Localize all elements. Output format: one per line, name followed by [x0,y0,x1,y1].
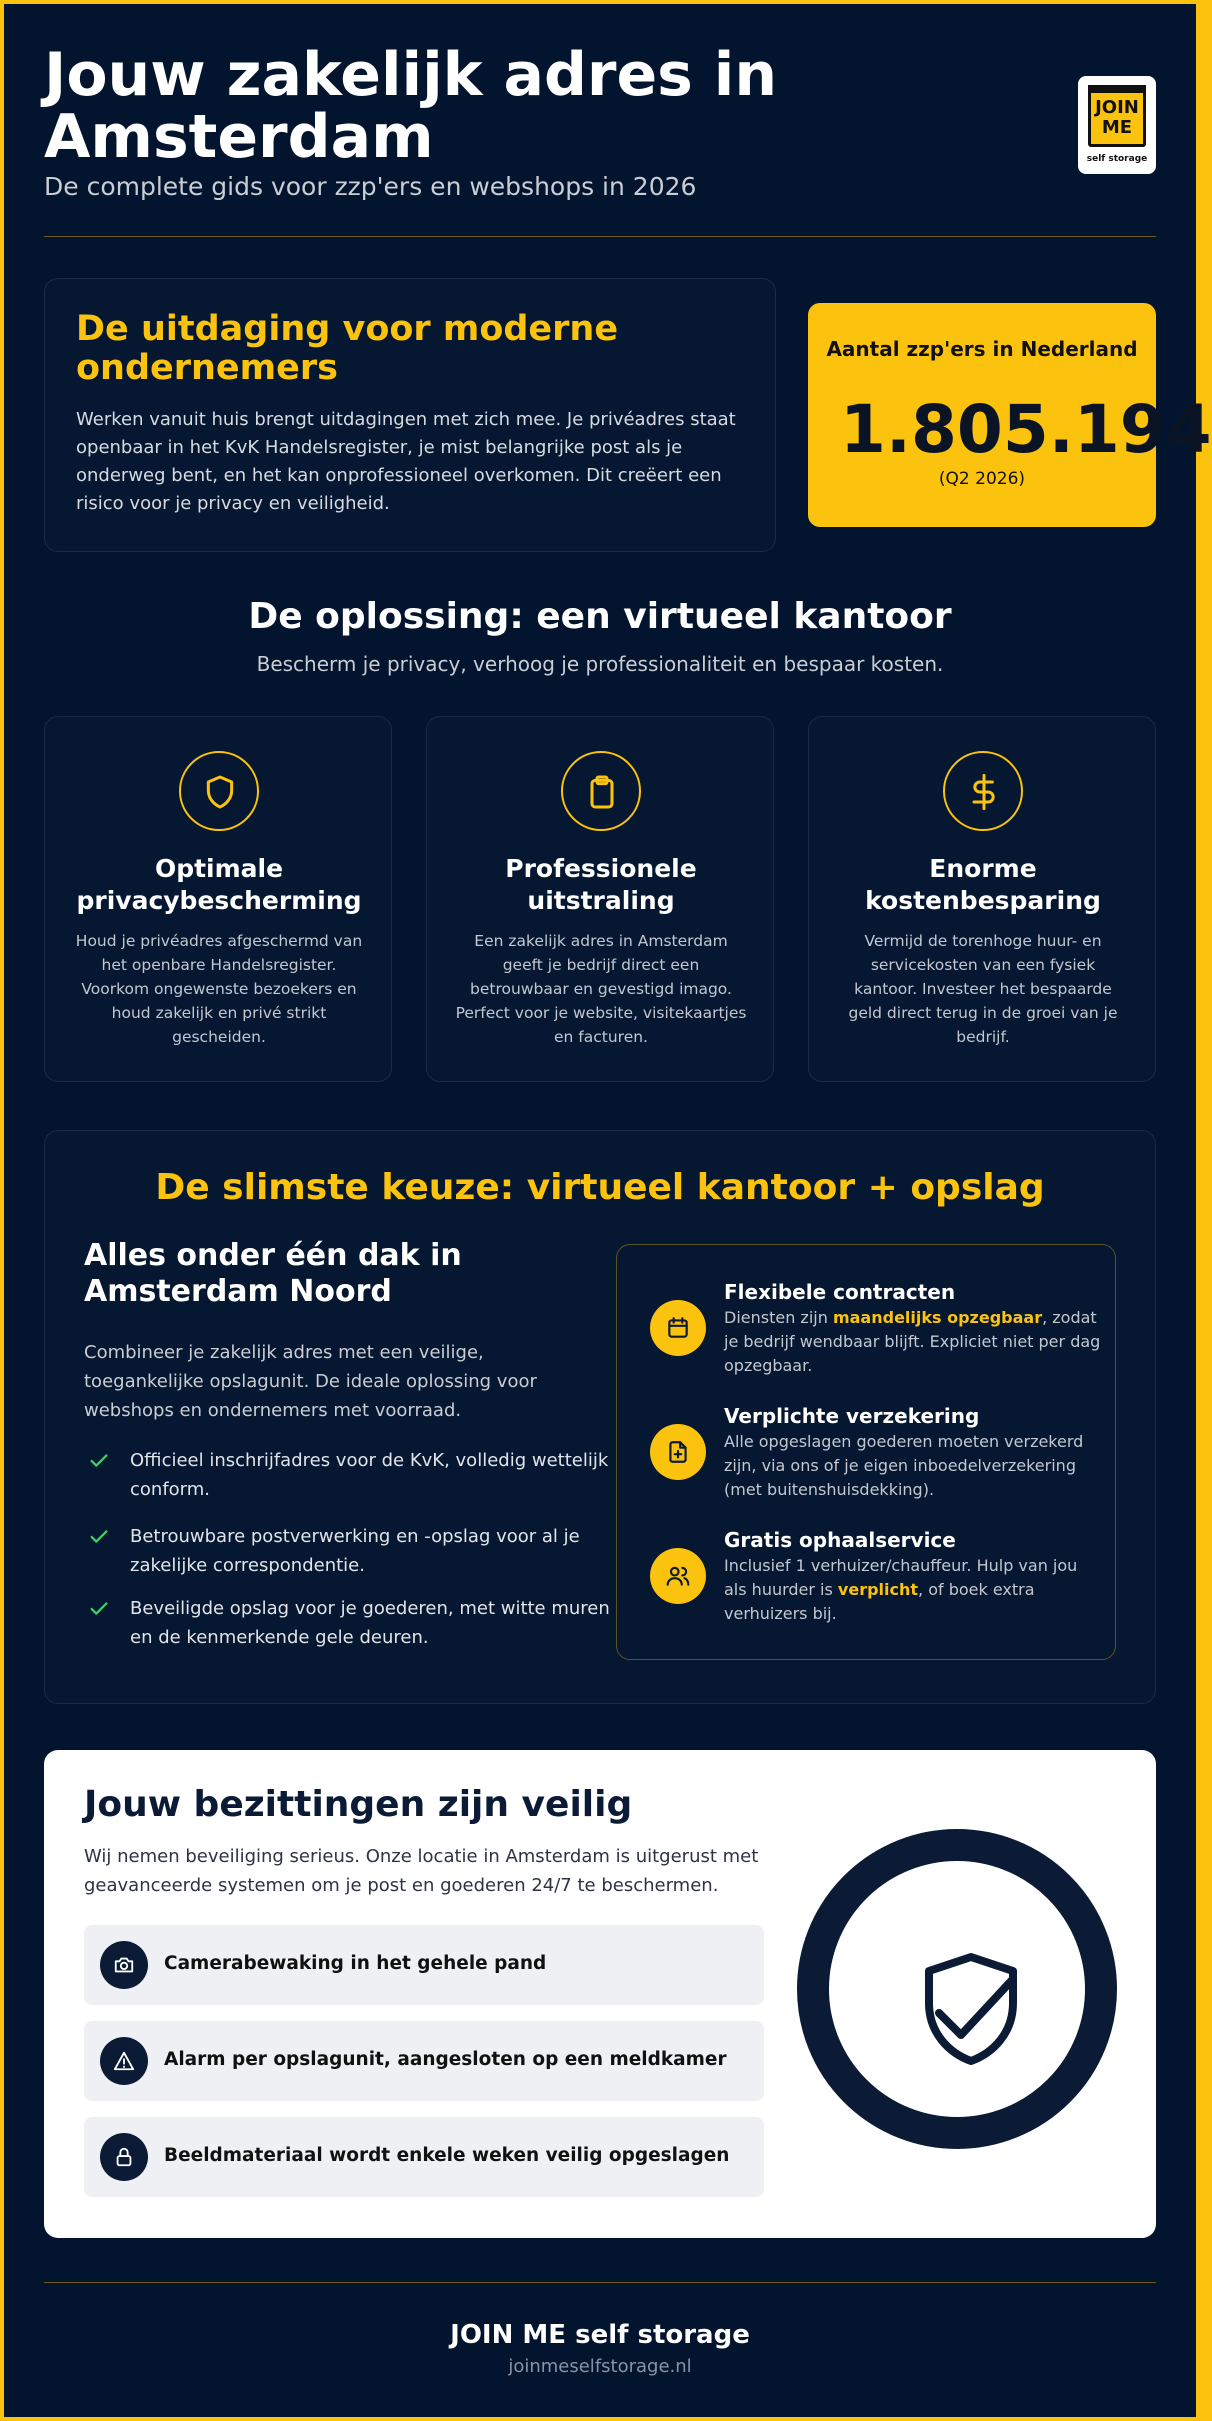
logo-subtext: self storage [1086,154,1148,164]
solution-title: De oplossing: een virtueel kantoor [248,596,952,637]
panel-item-insurance: Verplichte verzekering Alle opgeslagen goederen moeten verzekerd zijn, via ons of je eigen inboedelverzekering (met buitenshuisdekking). [650,1404,1100,1504]
check-item: Officieel inschrijfadres voor de KvK, volledig wettelijk conform. [84,1446,604,1506]
smart-title: De slimste keuze: virtueel kantoor + opslag [155,1167,1045,1208]
feature-desc: Vermijd de torenhoge huur- en servicekosten van een fysiek kantoor. Investeer het bespaarde geld direct terug in de groei van je bedrijf. [848,932,1118,1046]
camera-icon [113,1954,135,1976]
smart-text: Combineer je zakelijk adres met een veilige, toegankelijke opslagunit. De ideale oplossing voor webshops en ondernemers met voorraad. [84,1342,537,1421]
clipboard-icon [582,772,622,812]
challenge-text: Werken vanuit huis brengt uitdagingen met zich mee. Je privéadres staat openbaar in het KvK Handelsregister, je mist belangrijke post als je onderweg bent, en het kan onprofessioneel overkomen. Dit creëert een risico voor je privacy en veiligheid. [76,409,736,514]
security-row-alarm: Alarm per opslagunit, aangesloten op een meldkamer [84,2021,764,2101]
solution-subtitle: Bescherm je privacy, verhoog je professionaliteit en bespaar kosten. [256,652,944,676]
shield-icon [200,772,240,812]
panel-item-pickup: Gratis ophaalservice Inclusief 1 verhuizer/chauffeur. Hulp van jou als huurder is verplicht, of boek extra verhuizers bij. [650,1528,1100,1628]
users-icon [665,1563,691,1589]
security-row-storage: Beeldmateriaal wordt enkele weken veilig opgeslagen [84,2117,764,2197]
stat-value: 1.805.194 [840,391,1212,468]
stat-period: (Q2 2026) [938,469,1026,489]
feature-title: Optimale privacybescherming [76,854,362,915]
feature-card-savings [808,716,1156,1082]
footer-url[interactable]: joinmeselfstorage.nl [508,2356,692,2377]
page-subtitle: De complete gids voor zzp'ers en webshops in 2026 [44,172,697,201]
check-item: Beveiligde opslag voor je goederen, met witte muren en de kenmerkende gele deuren. [84,1594,604,1654]
shield-badge [797,1829,1117,2149]
checkmark-icon [88,1598,110,1620]
panel-item-contracts: Flexibele contracten Diensten zijn maandelijks opzegbaar, zodat je bedrijf wendbaar blijft. Expliciet niet per dag opzegbaar. [650,1280,1100,1380]
file-plus-icon [665,1439,691,1465]
stat-label: Aantal zzp'ers in Nederland [826,337,1138,361]
security-row-camera: Camerabewaking in het gehele pand [84,1925,764,2005]
warning-icon [113,2050,135,2072]
footer-name: JOIN ME self storage [450,2320,750,2350]
check-item: Betrouwbare postverwerking en -opslag voor al je zakelijke correspondentie. [84,1522,604,1582]
feature-desc: Een zakelijk adres in Amsterdam geeft je bedrijf direct een betrouwbaar en gevestigd imago. Perfect voor je website, visitekaartjes en facturen. [455,932,747,1046]
feature-card-privacy [44,716,392,1082]
checkmark-icon [88,1526,110,1548]
divider [44,236,1156,237]
security-text: Wij nemen beveiliging serieus. Onze locatie in Amsterdam is uitgerust met geavanceerde systemen om je post en goederen 24/7 te beschermen. [84,1846,759,1896]
divider [44,2282,1156,2283]
lock-icon [113,2146,135,2168]
logo [1078,76,1156,174]
challenge-title: De uitdaging voor moderne ondernemers [76,309,619,388]
checkmark-icon [88,1450,110,1472]
feature-desc: Houd je privéadres afgeschermd van het openbare Handelsregister. Voorkom ongewenste bezoekers en houd zakelijk en privé strikt gescheiden. [75,932,363,1046]
calendar-icon [665,1315,691,1341]
security-title: Jouw bezittingen zijn veilig [84,1784,633,1825]
smart-heading: Alles onder één dak in Amsterdam Noord [84,1238,462,1309]
infographic-page [4,4,1212,2417]
feature-card-professional [426,716,774,1082]
logo-text: JOIN ME [1095,97,1139,138]
dollar-icon [964,772,1004,812]
page-title: Jouw zakelijk adres in Amsterdam [44,40,778,172]
shield-check-icon [921,1951,1021,2067]
stat-card [808,303,1212,527]
feature-title: Professionele uitstraling [505,854,697,915]
feature-title: Enorme kostenbesparing [865,854,1101,915]
